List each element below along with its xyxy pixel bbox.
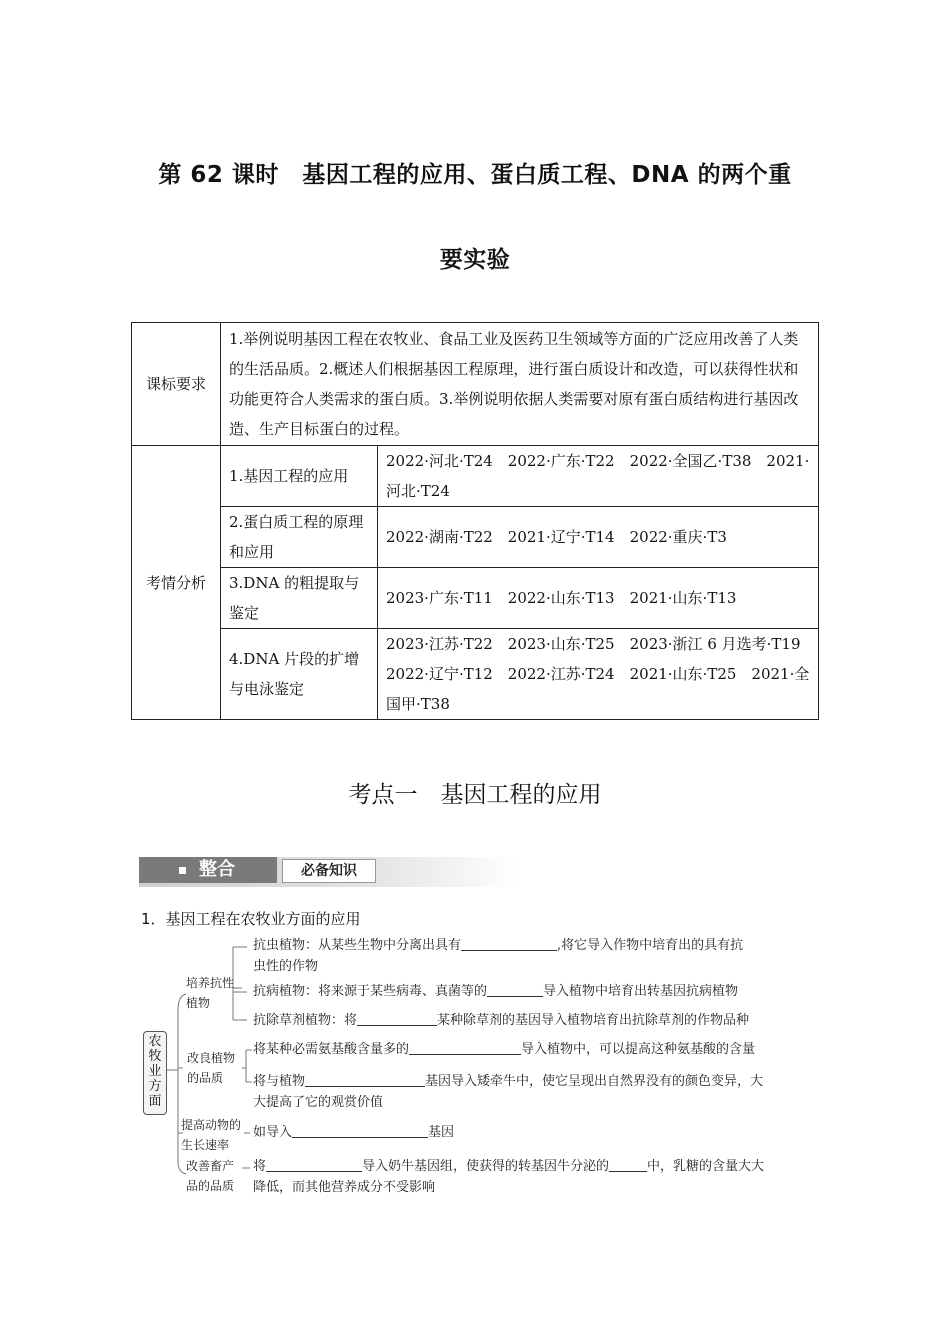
exams-4-line-1: 2023·江苏·T22 2023·山东·T25 2023·浙江 6 月选考·T19 xyxy=(386,635,801,653)
topic-3: 3.DNA 的粗提取与鉴定 xyxy=(221,568,378,629)
topic-1: 1.基因工程的应用 xyxy=(221,446,378,507)
insect-pre: 抗虫植物：从某些生物中分离出具有 xyxy=(253,938,462,953)
milk-post: 中，乳糖的含量大大 xyxy=(647,1159,765,1174)
exams-4-line-2: 2022·辽宁·T12 2022·江苏·T24 2021·山东·T25 2021·全国甲·T38 xyxy=(386,665,810,713)
blank-insect[interactable] xyxy=(461,936,557,951)
flower-color-item xyxy=(253,1071,763,1113)
insect-resistant-item xyxy=(253,935,743,977)
category-animal-growth xyxy=(181,1115,241,1155)
topic-2: 2.蛋白质工程的原理和应用 xyxy=(221,507,378,568)
milk-mid: 导入奶牛基因组，使获得的转基因牛分泌的 xyxy=(362,1159,610,1174)
req-header: 课标要求 xyxy=(132,323,221,446)
color-post: 基因导入矮牵牛中，使它呈现出自然界没有的颜色变异，大 xyxy=(425,1074,764,1089)
growth-item xyxy=(253,1122,454,1143)
insect-line2: 虫性的作物 xyxy=(253,959,319,974)
mindmap-root: 农牧业方面 xyxy=(143,1031,167,1115)
blank-disease[interactable] xyxy=(487,982,543,997)
category-livestock-line1: 改善畜产 xyxy=(186,1159,235,1173)
milk-pre: 将 xyxy=(253,1159,267,1174)
category-livestock-line2: 品的品质 xyxy=(186,1179,235,1193)
amino-post: 导入植物中，可以提高这种氨基酸的含量 xyxy=(521,1042,756,1057)
milk-line2: 降低，而其他营养成分不受影响 xyxy=(253,1180,436,1195)
blank-growth[interactable] xyxy=(292,1123,428,1138)
category-resistant-plants xyxy=(186,973,234,1013)
req-text: 1.举例说明基因工程在农牧业、食品工业及医药卫生领域等方面的广泛应用改善了人类的生活品质。2.概述人们根据基因工程原理，进行蛋白质设计和改造，可以获得性状和功能更符合人类需求的蛋白质。3.举例说明依据人类需要对原有蛋白质结构进行基因改造、生产目标蛋白的过程。 xyxy=(221,323,819,446)
section-title: 考点一 基因工程的应用 xyxy=(348,782,602,808)
exams-1: 2022·河北·T24 2022·广东·T22 2022·全国乙·T38 2021·河北·T24 xyxy=(378,446,819,507)
category-growth-line2: 生长速率 xyxy=(181,1138,230,1152)
amino-acid-item xyxy=(253,1039,755,1060)
blank-milk-product[interactable] xyxy=(609,1157,647,1172)
category-resistant-line1: 培养抗性 xyxy=(186,976,235,990)
herbicide-post: 某种除草剂的基因导入植物培育出抗除草剂的作物品种 xyxy=(437,1013,750,1028)
category-improve-plants xyxy=(187,1048,235,1088)
category-growth-line1: 提高动物的 xyxy=(181,1118,242,1132)
herbicide-pre: 抗除草剂植物：将 xyxy=(253,1013,358,1028)
exams-3: 2023·广东·T11 2022·山东·T13 2021·山东·T13 xyxy=(378,568,819,629)
category-resistant-line2: 植物 xyxy=(186,996,211,1010)
topic-4: 4.DNA 片段的扩增与电泳鉴定 xyxy=(221,629,378,720)
milk-item xyxy=(253,1156,764,1198)
category-livestock-quality xyxy=(186,1156,234,1196)
growth-pre: 如导入 xyxy=(253,1125,293,1140)
disease-pre: 抗病植物：将来源于某些病毒、真菌等的 xyxy=(253,984,488,999)
disease-resistant-item xyxy=(253,981,738,1002)
category-improve-line1: 改良植物 xyxy=(187,1051,236,1065)
exams-2: 2022·湖南·T22 2021·辽宁·T14 2022·重庆·T3 xyxy=(378,507,819,568)
subheading: 1．基因工程在农牧业方面的应用 xyxy=(141,910,361,928)
banner-dark-label: 整合 xyxy=(199,859,235,880)
color-line2: 大提高了它的观赏价值 xyxy=(253,1095,384,1110)
page-title-line-1: 第 62 课时 基因工程的应用、蛋白质工程、DNA 的两个重 xyxy=(158,162,792,188)
blank-herbicide[interactable] xyxy=(357,1011,437,1026)
category-improve-line2: 的品质 xyxy=(187,1071,224,1085)
page-title-line-2: 要实验 xyxy=(439,247,511,273)
banner-light-label: 必备知识 xyxy=(282,859,376,883)
color-pre: 将与植物 xyxy=(253,1074,306,1089)
insect-post: ,将它导入作物中培育出的具有抗 xyxy=(557,938,744,953)
blank-color[interactable] xyxy=(305,1072,425,1087)
blank-milk-gene[interactable] xyxy=(266,1157,362,1172)
analysis-header: 考情分析 xyxy=(132,446,221,720)
herbicide-resistant-item xyxy=(253,1010,749,1031)
disease-post: 导入植物中培育出转基因抗病植物 xyxy=(543,984,739,999)
growth-post: 基因 xyxy=(428,1125,455,1140)
blank-amino[interactable] xyxy=(409,1040,521,1055)
amino-pre: 将某种必需氨基酸含量多的 xyxy=(253,1042,410,1057)
